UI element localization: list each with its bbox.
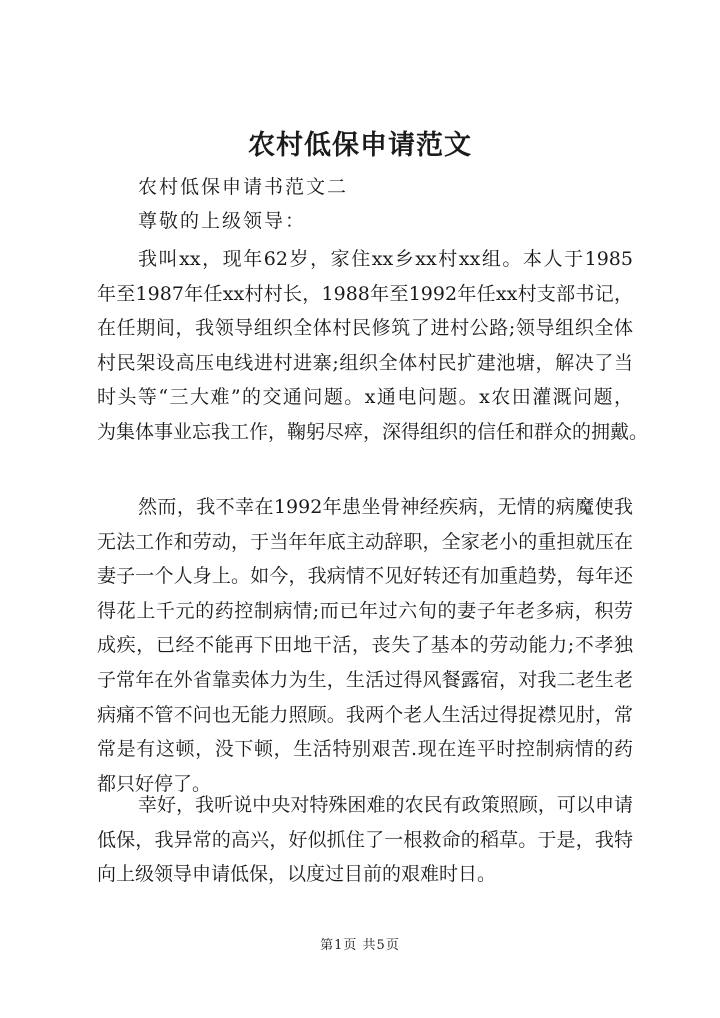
page-title: 农村低保申请范文 [248, 130, 472, 161]
paragraph-2 [97, 490, 633, 801]
paragraph-line: 无法工作和劳动，于当年年底主动辞职，全家老小的重担就压在 [97, 530, 633, 553]
salutation: 尊敬的上级领导： [138, 210, 307, 232]
paragraph-line: 低保，我异常的高兴，好似抓住了一根救命的稻草。于是，我特 [97, 828, 633, 851]
document-subtitle: 农村低保申请书范文二 [138, 176, 349, 198]
paragraph-1 [97, 242, 649, 450]
paragraph-3 [97, 788, 633, 892]
paragraph-line: 村民架设高压电线进村进寨;组织全体村民扩建池塘，解决了当 [97, 351, 633, 374]
paragraph-line: 幸好，我听说中央对特殊困难的农民有政策照顾，可以申请 [138, 794, 633, 816]
paragraph-line: 为集体事业忘我工作，鞠躬尽瘁，深得组织的信任和群众的拥戴。 [97, 420, 649, 443]
paragraph-line: 在任期间，我领导组织全体村民修筑了进村公路;领导组织全体 [97, 317, 633, 340]
paragraph-line: 向上级领导申请低保，以度过目前的艰难时日。 [97, 863, 497, 886]
paragraph-line: 然而，我不幸在1992年患坐骨神经疾病，无情的病魔使我 [138, 496, 633, 518]
paragraph-line: 时头等“三大难”的交通问题。x通电问题。x农田灌溉问题， [97, 386, 633, 409]
paragraph-line: 妻子一个人身上。如今，我病情不见好转还有加重趋势，每年还 [97, 565, 633, 588]
paragraph-line: 子常年在外省靠卖体力为生，生活过得风餐露宿，对我二老生老 [97, 668, 633, 691]
paragraph-line: 常是有这顿，没下顿，生活特别艰苦.现在连平时控制病情的药 [97, 738, 633, 761]
page-number: 第1页 共5页 [320, 938, 400, 953]
paragraph-line: 得花上千元的药控制病情;而已年过六旬的妻子年老多病，积劳 [97, 599, 633, 622]
paragraph-line: 年至1987年任xx村村长，1988年至1992年任xx村支部书记， [97, 282, 633, 305]
paragraph-line: 我叫xx，现年62岁，家住xx乡xx村xx组。本人于1985 [138, 248, 633, 270]
paragraph-line: 成疾，已经不能再下田地干活，丧失了基本的劳动能力;不孝独 [97, 634, 633, 657]
paragraph-line: 病痛不管不问也无能力照顾。我两个老人生活过得捉襟见肘，常 [97, 703, 633, 726]
paragraph-line: 都只好停了。 [97, 772, 212, 795]
